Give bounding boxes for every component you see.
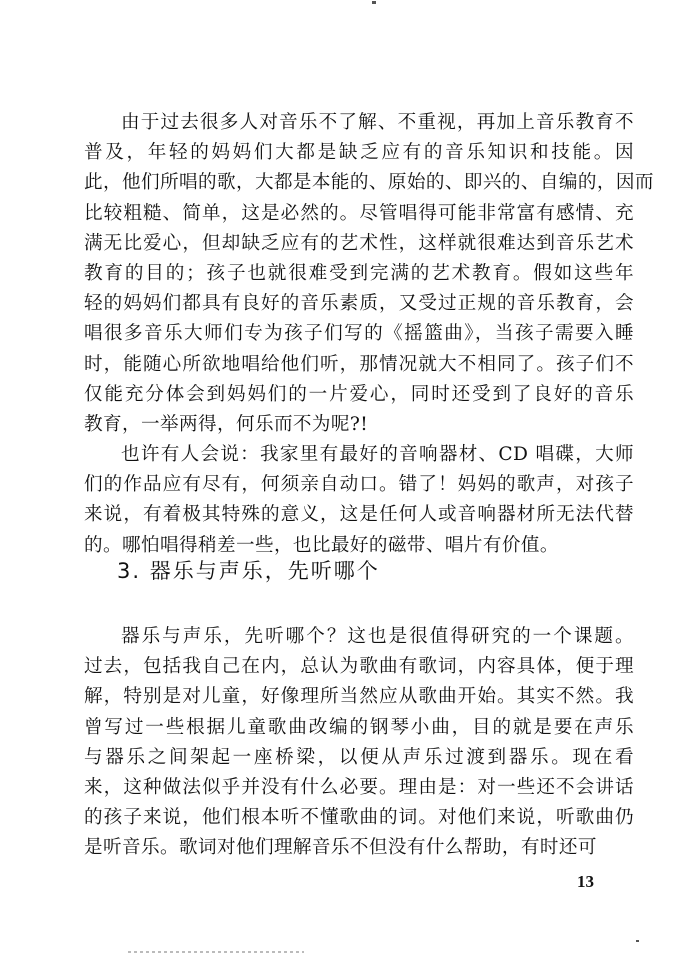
text-line: 曾写过一些根据儿童歌曲改编的钢琴小曲，目的就是要在声乐 (84, 716, 634, 738)
text-line: 的。哪怕唱得稍差一些，也比最好的磁带、唱片有价值。 (84, 534, 559, 556)
scan-mark-bottom (636, 940, 639, 942)
text-line: 过去，包括我自己在内，总认为歌曲有歌词，内容具体，便于理 (84, 656, 634, 678)
text-line: 此，他们所唱的歌，大都是本能的、原始的、即兴的、自编的，因而 (84, 172, 654, 194)
text-line: 与器乐之间架起一座桥梁，以便从声乐过渡到器乐。现在看 (84, 746, 634, 768)
text-line: 也许有人会说：我家里有最好的音响器材、CD 唱碟，大师 (121, 444, 634, 465)
text-line: 满无比爱心，但却缺乏应有的艺术性，这样就很难达到音乐艺术 (84, 232, 634, 254)
text-line: 来说，有着极其特殊的意义，这是任何人或音响器材所无法代替 (84, 504, 634, 526)
text-line: 器乐与声乐，先听哪个？这也是很值得研究的一个课题。 (121, 626, 634, 647)
scan-mark-top (372, 1, 376, 4)
text-line: 来，这种做法似乎并没有什么必要。理由是：对一些还不会讲话 (84, 777, 634, 798)
text-line: 教育的目的；孩子也就很难受到完满的艺术教育。假如这些年 (84, 263, 634, 284)
page-number: 13 (577, 872, 594, 891)
scan-noise (128, 951, 304, 953)
text-line: 普及，年轻的妈妈们大都是缺乏应有的音乐知识和技能。因 (84, 142, 634, 164)
text-line: 时，能随心所欲地唱给他们听，那情况就大不相同了。孩子们不 (84, 353, 634, 375)
text-line: 唱很多音乐大师们专为孩子们写的《摇篮曲》，当孩子需要入睡 (84, 323, 634, 345)
section-heading: 3. 器乐与声乐，先听哪个 (117, 559, 380, 583)
text-line: 们的作品应有尽有，何须亲自动口。错了！妈妈的歌声，对孩子 (84, 474, 634, 496)
text-line: 的孩子来说，他们根本听不懂歌曲的词。对他们来说，听歌曲仍 (84, 807, 634, 829)
text-line: 仅能充分体会到妈妈们的一片爱心，同时还受到了良好的音乐 (84, 383, 634, 405)
text-line: 轻的妈妈们都具有良好的音乐素质，又受过正规的音乐教育，会 (84, 293, 634, 315)
text-line: 比较粗糙、简单，这是必然的。尽管唱得可能非常富有感情、充 (84, 202, 634, 224)
text-line: 由于过去很多人对音乐不了解、不重视，再加上音乐教育不 (121, 112, 634, 133)
text-line: 解，特别是对儿童，好像理所当然应从歌曲开始。其实不然。我 (84, 686, 634, 708)
text-line: 是听音乐。歌词对他们理解音乐不但没有什么帮助，有时还可 (84, 837, 597, 859)
text-line: 教育，一举两得，何乐而不为呢?! (84, 414, 369, 435)
